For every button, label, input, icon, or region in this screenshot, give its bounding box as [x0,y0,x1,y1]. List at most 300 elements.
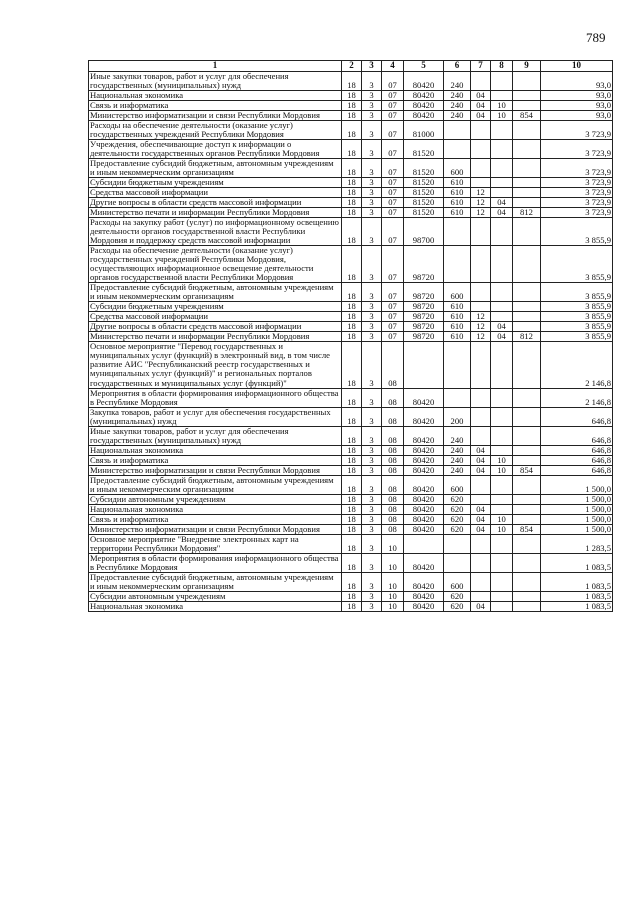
row-section [471,407,491,426]
row-target: 80420 [404,101,444,111]
row-expense-type: 610 [444,208,471,218]
row-section: 04 [471,465,491,475]
row-ministry [513,553,541,572]
table-row [89,388,613,407]
row-chapter: 18 [342,342,362,388]
row-chapter: 18 [342,140,362,159]
row-subsection: 10 [491,524,513,534]
row-ministry [513,504,541,514]
table-row [89,514,613,524]
row-chapter: 18 [342,534,362,553]
row-section: 04 [471,445,491,455]
row-section: 12 [471,198,491,208]
row-program: 3 [362,465,382,475]
row-section [471,475,491,494]
row-subprogram: 08 [382,445,404,455]
row-program: 3 [362,342,382,388]
row-chapter: 18 [342,246,362,283]
row-name: Министерство информатизации и связи Республики Мордовия [89,111,342,121]
row-chapter: 18 [342,322,362,332]
row-ministry: 812 [513,332,541,342]
row-subsection [491,504,513,514]
row-target: 80420 [404,91,444,101]
row-section [471,342,491,388]
row-subsection [491,475,513,494]
table-row [89,524,613,534]
row-subprogram: 10 [382,553,404,572]
row-chapter: 18 [342,302,362,312]
row-subprogram: 10 [382,591,404,601]
row-expense-type [444,140,471,159]
row-name: Предоставление субсидий бюджетным, автономным учреждениям и иным некоммерческим организациям [89,283,342,302]
row-chapter: 18 [342,514,362,524]
row-expense-type: 620 [444,494,471,504]
table-row [89,121,613,140]
row-name: Другие вопросы в области средств массовой информации [89,322,342,332]
table-row [89,426,613,445]
row-amount: 646,8 [541,426,613,445]
row-expense-type: 610 [444,312,471,322]
row-amount: 3 723,9 [541,121,613,140]
row-amount: 93,0 [541,111,613,121]
row-section [471,388,491,407]
row-ministry [513,426,541,445]
row-program: 3 [362,591,382,601]
row-expense-type: 240 [444,111,471,121]
row-target: 80420 [404,524,444,534]
table-row [89,178,613,188]
row-program: 3 [362,159,382,178]
row-program: 3 [362,302,382,312]
row-subsection [491,494,513,504]
row-name: Основное мероприятие "Внедрение электронных карт на территории Республики Мордовия" [89,534,342,553]
header-row [89,61,613,72]
row-amount: 2 146,8 [541,388,613,407]
row-amount: 3 855,9 [541,246,613,283]
row-expense-type: 240 [444,101,471,111]
row-ministry: 854 [513,465,541,475]
row-name: Средства массовой информации [89,312,342,322]
row-subsection [491,426,513,445]
row-chapter: 18 [342,91,362,101]
row-amount: 3 855,9 [541,312,613,322]
row-subsection: 10 [491,514,513,524]
row-program: 3 [362,553,382,572]
row-name: Связь и информатика [89,455,342,465]
row-ministry [513,246,541,283]
row-ministry [513,322,541,332]
row-ministry [513,159,541,178]
column-header: 1 [89,61,342,72]
row-expense-type [444,553,471,572]
row-subprogram: 07 [382,101,404,111]
row-amount: 3 723,9 [541,208,613,218]
row-amount: 3 723,9 [541,188,613,198]
row-program: 3 [362,246,382,283]
row-target: 80420 [404,504,444,514]
row-chapter: 18 [342,332,362,342]
row-amount: 1 500,0 [541,514,613,524]
row-chapter: 18 [342,111,362,121]
row-subprogram: 07 [382,312,404,322]
row-chapter: 18 [342,455,362,465]
row-amount: 1 500,0 [541,494,613,504]
row-ministry [513,91,541,101]
row-target: 80420 [404,426,444,445]
row-ministry [513,601,541,611]
row-program: 3 [362,111,382,121]
row-ministry [513,388,541,407]
row-expense-type: 240 [444,455,471,465]
table-row [89,101,613,111]
row-section [471,591,491,601]
row-ministry [513,445,541,455]
row-amount: 1 083,5 [541,601,613,611]
row-chapter: 18 [342,426,362,445]
row-expense-type: 200 [444,407,471,426]
row-subsection [491,72,513,91]
row-section: 12 [471,188,491,198]
row-amount: 3 723,9 [541,178,613,188]
row-ministry [513,534,541,553]
row-section: 12 [471,322,491,332]
row-subprogram: 08 [382,475,404,494]
row-subsection [491,534,513,553]
row-subprogram: 07 [382,72,404,91]
row-subprogram: 07 [382,322,404,332]
row-subprogram: 10 [382,572,404,591]
row-subprogram: 07 [382,218,404,246]
row-name: Субсидии бюджетным учреждениям [89,302,342,312]
row-section [471,426,491,445]
row-amount: 1 083,5 [541,591,613,601]
row-program: 3 [362,188,382,198]
row-ministry: 854 [513,524,541,534]
row-ministry [513,342,541,388]
row-section [471,302,491,312]
row-subprogram: 07 [382,178,404,188]
row-target: 81520 [404,159,444,178]
row-program: 3 [362,198,382,208]
row-subsection [491,445,513,455]
row-section [471,246,491,283]
table-row [89,534,613,553]
row-expense-type: 610 [444,178,471,188]
row-amount: 3 855,9 [541,302,613,312]
row-subsection [491,407,513,426]
row-expense-type [444,534,471,553]
row-ministry [513,591,541,601]
row-subsection [491,302,513,312]
row-amount: 1 500,0 [541,504,613,514]
row-target: 81520 [404,140,444,159]
row-section [471,140,491,159]
row-target: 81000 [404,121,444,140]
row-target: 98720 [404,322,444,332]
row-subprogram: 10 [382,601,404,611]
row-subprogram: 08 [382,504,404,514]
row-expense-type [444,388,471,407]
row-amount: 1 500,0 [541,475,613,494]
row-amount: 3 855,9 [541,332,613,342]
row-program: 3 [362,494,382,504]
row-name: Иные закупки товаров, работ и услуг для обеспечения государственных (муниципальных) нужд [89,72,342,91]
table-row [89,159,613,178]
row-program: 3 [362,524,382,534]
row-amount: 646,8 [541,455,613,465]
row-chapter: 18 [342,553,362,572]
row-target: 98720 [404,283,444,302]
table-row [89,283,613,302]
column-header: 6 [444,61,471,72]
row-subsection [491,553,513,572]
row-expense-type [444,121,471,140]
row-chapter: 18 [342,504,362,514]
row-subsection [491,591,513,601]
row-name: Мероприятия в области формирования информационного общества в Республике Мордовия [89,553,342,572]
table-row [89,218,613,246]
row-program: 3 [362,283,382,302]
row-expense-type [444,342,471,388]
table-row [89,332,613,342]
row-name: Предоставление субсидий бюджетным, автономным учреждениям и иным некоммерческим организациям [89,159,342,178]
row-amount: 93,0 [541,91,613,101]
row-subsection [491,178,513,188]
row-section: 04 [471,91,491,101]
row-section [471,534,491,553]
row-expense-type: 620 [444,524,471,534]
row-subprogram: 07 [382,283,404,302]
row-expense-type: 600 [444,159,471,178]
row-subprogram: 07 [382,302,404,312]
row-name: Предоставление субсидий бюджетным, автономным учреждениям и иным некоммерческим организациям [89,475,342,494]
row-subsection [491,312,513,322]
row-program: 3 [362,601,382,611]
row-program: 3 [362,475,382,494]
row-name: Субсидии автономным учреждениям [89,591,342,601]
table-row [89,465,613,475]
row-subsection [491,601,513,611]
row-name: Основное мероприятие "Перевод государственных и муниципальных услуг (функций) в электронный вид, в том числе развитие АИС "Республиканский реестр государственных и муниципальных услуг (функций)" и региональных порталов государственных и муниципальных услуг (функций)" [89,342,342,388]
row-ministry [513,218,541,246]
table-row [89,302,613,312]
row-chapter: 18 [342,475,362,494]
row-section [471,283,491,302]
row-expense-type [444,246,471,283]
row-subprogram: 07 [382,159,404,178]
table-row [89,455,613,465]
row-name: Расходы на обеспечение деятельности (оказание услуг) государственных учреждений Республики Мордовия [89,121,342,140]
row-name: Связь и информатика [89,514,342,524]
row-target: 98720 [404,246,444,283]
row-name: Другие вопросы в области средств массовой информации [89,198,342,208]
row-target: 80420 [404,465,444,475]
table-row [89,475,613,494]
row-target: 80420 [404,572,444,591]
row-target: 98720 [404,332,444,342]
row-subprogram: 08 [382,514,404,524]
column-header: 7 [471,61,491,72]
row-program: 3 [362,407,382,426]
row-expense-type: 610 [444,188,471,198]
row-chapter: 18 [342,601,362,611]
row-subsection: 04 [491,322,513,332]
row-chapter: 18 [342,72,362,91]
row-amount: 646,8 [541,465,613,475]
row-amount: 3 723,9 [541,159,613,178]
row-subprogram: 07 [382,198,404,208]
row-expense-type: 240 [444,426,471,445]
row-expense-type: 610 [444,198,471,208]
row-program: 3 [362,426,382,445]
row-subsection [491,188,513,198]
table-row [89,601,613,611]
row-target [404,342,444,388]
row-name: Расходы на обеспечение деятельности (оказание услуг) государственных учреждений Республики Мордовия, осуществляющих информационное освещение деятельности органов государственной власти Республики Мордовия [89,246,342,283]
row-program: 3 [362,178,382,188]
row-subsection [491,388,513,407]
row-subsection: 04 [491,198,513,208]
row-subprogram: 07 [382,188,404,198]
row-ministry [513,72,541,91]
row-name: Министерство информатизации и связи Республики Мордовия [89,465,342,475]
row-subprogram: 08 [382,388,404,407]
row-name: Закупка товаров, работ и услуг для обеспечения государственных (муниципальных) нужд [89,407,342,426]
table-row [89,188,613,198]
row-chapter: 18 [342,407,362,426]
row-subprogram: 07 [382,111,404,121]
row-expense-type: 600 [444,475,471,494]
row-program: 3 [362,91,382,101]
row-expense-type: 620 [444,591,471,601]
row-section: 04 [471,455,491,465]
row-program: 3 [362,322,382,332]
table-row [89,342,613,388]
row-amount: 1 083,5 [541,572,613,591]
row-ministry [513,475,541,494]
budget-table [88,60,613,612]
row-name: Субсидии автономным учреждениям [89,494,342,504]
row-program: 3 [362,504,382,514]
row-expense-type: 610 [444,322,471,332]
row-ministry [513,455,541,465]
row-section: 04 [471,524,491,534]
row-ministry [513,494,541,504]
row-subprogram: 08 [382,407,404,426]
row-subsection [491,121,513,140]
row-target: 81520 [404,198,444,208]
row-name: Министерство информатизации и связи Республики Мордовия [89,524,342,534]
row-subsection: 04 [491,208,513,218]
row-target [404,534,444,553]
row-target: 80420 [404,514,444,524]
row-expense-type: 600 [444,572,471,591]
table-row [89,591,613,601]
row-program: 3 [362,208,382,218]
row-ministry [513,312,541,322]
row-chapter: 18 [342,121,362,140]
row-section [471,218,491,246]
row-ministry [513,101,541,111]
row-chapter: 18 [342,524,362,534]
row-program: 3 [362,72,382,91]
row-target: 80420 [404,445,444,455]
column-header: 10 [541,61,613,72]
table-row [89,322,613,332]
row-chapter: 18 [342,494,362,504]
row-amount: 3 723,9 [541,198,613,208]
row-name: Расходы на закупку работ (услуг) по информационному освещению деятельности органов государственной власти Республики Мордовия и поддержку средств массовой информации [89,218,342,246]
row-subprogram: 10 [382,534,404,553]
row-target: 98700 [404,218,444,246]
row-ministry [513,283,541,302]
row-name: Средства массовой информации [89,188,342,198]
row-ministry [513,302,541,312]
row-program: 3 [362,534,382,553]
row-ministry [513,514,541,524]
row-chapter: 18 [342,188,362,198]
row-name: Национальная экономика [89,91,342,101]
row-target: 80420 [404,455,444,465]
column-header: 3 [362,61,382,72]
column-header: 2 [342,61,362,72]
row-name: Национальная экономика [89,504,342,514]
row-name: Иные закупки товаров, работ и услуг для обеспечения государственных (муниципальных) нужд [89,426,342,445]
column-header: 9 [513,61,541,72]
row-expense-type [444,218,471,246]
row-target: 80420 [404,111,444,121]
table-row [89,445,613,455]
row-chapter: 18 [342,208,362,218]
page-number: 789 [586,30,606,45]
row-section [471,494,491,504]
table-row [89,140,613,159]
table-row [89,553,613,572]
row-program: 3 [362,140,382,159]
row-program: 3 [362,572,382,591]
row-subsection [491,283,513,302]
row-amount: 93,0 [541,101,613,111]
table-row [89,111,613,121]
row-program: 3 [362,514,382,524]
row-target: 98720 [404,312,444,322]
row-target: 80420 [404,591,444,601]
row-subsection [491,140,513,159]
row-ministry: 812 [513,208,541,218]
row-subprogram: 08 [382,524,404,534]
row-name: Министерство печати и информации Республики Мордовия [89,332,342,342]
row-section: 04 [471,601,491,611]
row-expense-type: 620 [444,601,471,611]
row-chapter: 18 [342,101,362,111]
row-section [471,178,491,188]
row-amount: 646,8 [541,445,613,455]
column-header: 8 [491,61,513,72]
row-ministry: 854 [513,111,541,121]
row-section: 04 [471,101,491,111]
row-subsection [491,218,513,246]
row-subprogram: 08 [382,426,404,445]
row-target: 80420 [404,494,444,504]
row-subsection [491,91,513,101]
row-section [471,572,491,591]
row-ministry [513,188,541,198]
row-target: 98720 [404,302,444,312]
row-expense-type: 240 [444,72,471,91]
row-target: 80420 [404,388,444,407]
row-amount: 3 855,9 [541,283,613,302]
row-amount: 93,0 [541,72,613,91]
